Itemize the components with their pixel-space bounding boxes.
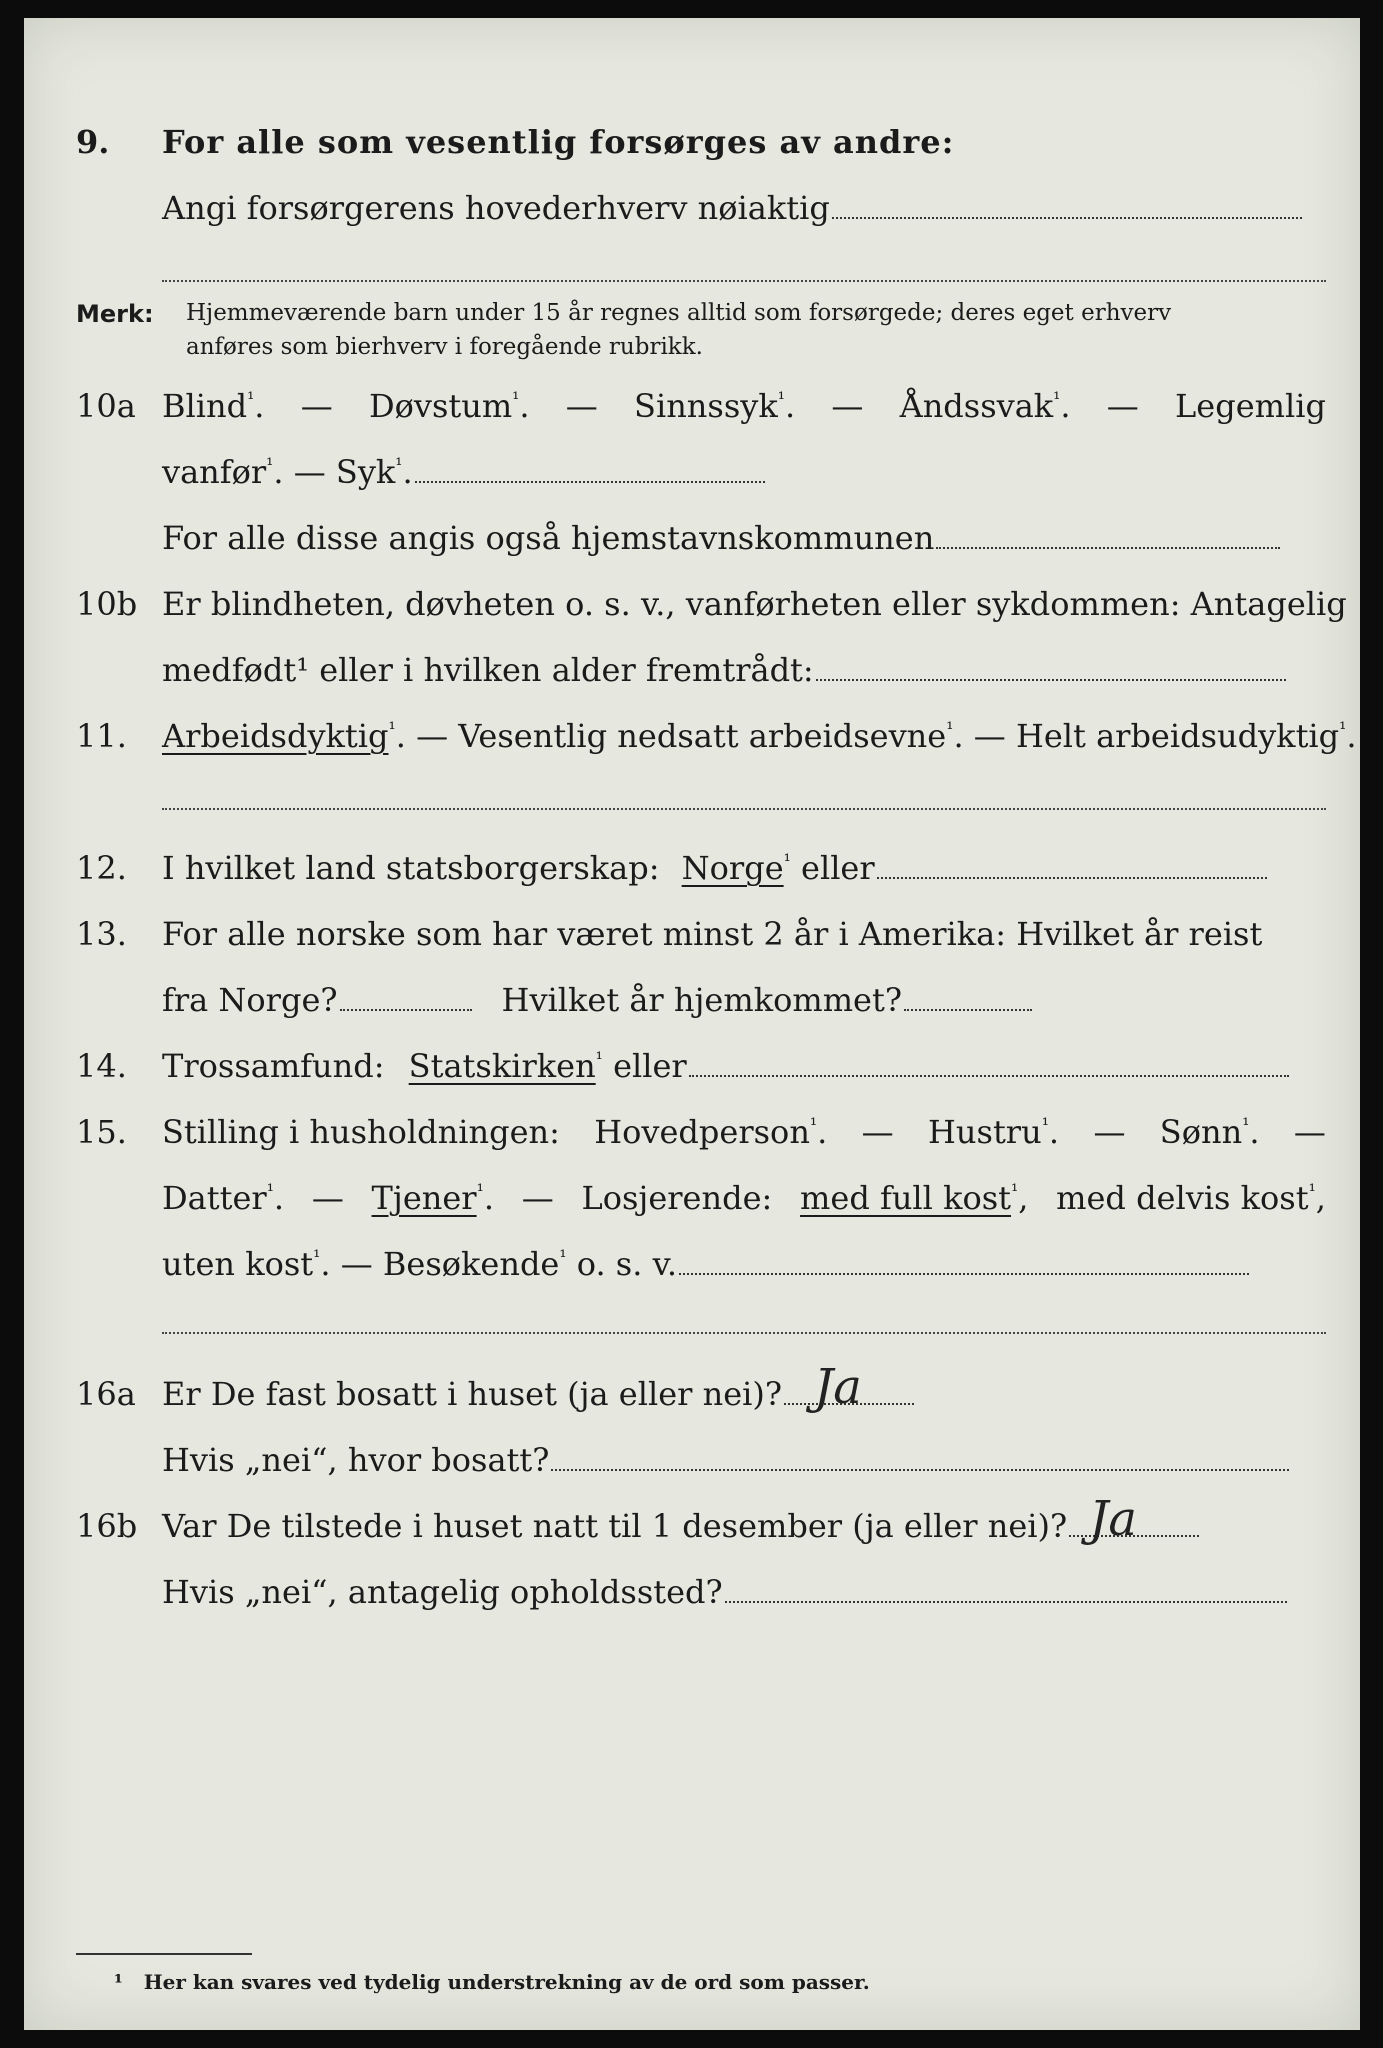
q16a-hvis-nei: Hvis „nei“, hvor bosatt? (162, 1441, 550, 1479)
q15-stilling: Stilling i husholdningen: (162, 1113, 560, 1151)
dash: — (831, 387, 864, 425)
q13-reist-line[interactable] (340, 1009, 472, 1011)
q10a-hjemstavn: For alle disse angis også hjemstavnskommunen (162, 519, 935, 557)
q10a-andssvak: Åndssvak (899, 387, 1054, 425)
q12-answer-line[interactable] (877, 877, 1267, 879)
q15-losjerende: Losjerende: (581, 1179, 773, 1217)
q15-med-delvis-kost[interactable]: med delvis kost (1056, 1179, 1309, 1217)
q16a-number: 16a (76, 1375, 136, 1413)
dash: — (521, 1179, 554, 1217)
q10a-number: 10a (76, 387, 136, 425)
q15-datter[interactable]: Datter (162, 1179, 267, 1217)
q16b-opholdssted-line[interactable] (725, 1601, 1287, 1603)
dash: — (565, 387, 598, 425)
q9-line2-text: Angi forsørgerens hovederhverv nøiaktig (162, 189, 830, 227)
q13-number: 13. (76, 915, 127, 953)
q13-line2 (162, 980, 1032, 1020)
footnote-mark: ¹ (114, 1970, 123, 1994)
merk-line2: anføres som bierhverv i foregående rubrikk. (186, 334, 703, 360)
q10a-hjemstavn-line[interactable] (936, 547, 1280, 549)
q12-number: 12. (76, 849, 127, 887)
q13-reist: fra Norge? (162, 981, 338, 1019)
q15-sonn[interactable]: Sønn (1159, 1113, 1243, 1151)
q10b-number: 10b (76, 585, 138, 623)
q10a-sinnssyk: Sinnssyk (634, 387, 778, 425)
q16b-line1 (162, 1491, 1199, 1547)
q10b-answer-line[interactable] (816, 679, 1286, 681)
q16b-line2 (162, 1572, 1287, 1612)
q16a-answer-field[interactable] (784, 1359, 914, 1415)
q11-nedsatt[interactable]: Vesentlig nedsatt arbeidsevne (458, 717, 947, 755)
q9-line2 (162, 188, 1302, 228)
dash: — (1106, 387, 1139, 425)
q10a-line3 (162, 518, 1280, 558)
q14-answer-line[interactable] (689, 1075, 1289, 1077)
q9-line1: For alle som vesentlig forsørges av andre: (162, 123, 955, 161)
merk-label: Merk: (76, 300, 154, 328)
q10b-line2-text: medfødt¹ eller i hvilken alder fremtrådt: (162, 651, 814, 689)
q11-udyktig[interactable]: Helt arbeidsudyktig (1015, 717, 1340, 755)
q16b-handwritten-answer: Ja (1089, 1491, 1138, 1547)
q13-hjemkommet-line[interactable] (904, 1009, 1032, 1011)
footnote (114, 1970, 870, 1994)
q10a-legemlig: Legemlig (1175, 387, 1326, 425)
q15-answer-line[interactable] (679, 1273, 1249, 1275)
footnote-text: Her kan svares ved tydelig understrekning av de ord som passer. (143, 1970, 870, 1994)
q15-tjener[interactable]: Tjener (371, 1179, 477, 1217)
q10b-line2 (162, 650, 1286, 690)
q16a-line1 (162, 1359, 914, 1415)
q10a-syk-line[interactable] (415, 481, 765, 483)
q14-text: Trossamfund: (162, 1047, 385, 1085)
q15-line2: Datter$^{^1}$. — Tjener$^{^1}$. — Losjerende: med full kost$^{^1}$, med delvis kost$^{^1}$, (162, 1179, 1326, 1217)
q10a-dovstum: Døvstum (368, 387, 513, 425)
q10b-line1: Er blindheten, døvheten o. s. v., vanførheten eller sykdommen: Antagelig (162, 585, 1347, 623)
q14-eller: eller (613, 1047, 687, 1085)
q15-uten-kost[interactable]: uten kost (162, 1245, 314, 1283)
q10a-blind: Blind (162, 387, 248, 425)
q16a-line2 (162, 1440, 1289, 1480)
q11-line: Arbeidsdyktig$^{^1}$. — Vesentlig nedsatt arbeidsevne$^{^1}$. — Helt arbeidsudyktig$^{^1}$. (162, 717, 1357, 755)
q13-hjemkommet: Hvilket år hjemkommet? (501, 981, 902, 1019)
q12-line: I hvilket land statsborgerskap: Norge$^{^1}$ eller (162, 848, 1267, 888)
q16b-question: Var De tilstede i huset natt til 1 desember (ja eller nei)? (162, 1507, 1068, 1545)
q9-blank-rule (162, 280, 1326, 282)
q11-blank-rule (162, 808, 1326, 810)
q10a-line1: Blind$^{^1}$. — Døvstum$^{^1}$. — Sinnssyk$^{^1}$. — Åndssvak$^{^1}$. — Legemlig (162, 387, 1326, 425)
q15-osv: o. s. v. (576, 1245, 678, 1283)
footnote-rule (76, 1953, 252, 1955)
q14-line: Trossamfund: Statskirken$^{^1}$ eller (162, 1046, 1289, 1086)
dash: — (311, 1179, 344, 1217)
q9-answer-line[interactable] (832, 217, 1302, 219)
q15-line1: Stilling i husholdningen: Hovedperson$^{^1}$. — Hustru$^{^1}$. — Sønn$^{^1}$. — (162, 1113, 1326, 1151)
q16a-question: Er De fast bosatt i huset (ja eller nei)? (162, 1375, 783, 1413)
q15-besokende[interactable]: Besøkende (382, 1245, 560, 1283)
q11-number: 11. (76, 717, 127, 755)
q15-line3: uten kost$^{^1}$. — Besøkende$^{^1}$ o. s. v. (162, 1244, 1249, 1284)
q12-eller: eller (801, 849, 875, 887)
q15-med-full-kost[interactable]: med full kost (800, 1179, 1011, 1217)
q10a-line2: vanfør$^{^1}$. — Syk$^{^1}$. (162, 452, 765, 492)
q10a-vanfor: vanfør (162, 453, 267, 491)
dash: — (861, 1113, 894, 1151)
q10a-syk: Syk (335, 453, 396, 491)
q16a-bosatt-line[interactable] (551, 1469, 1289, 1471)
q15-number: 15. (76, 1113, 127, 1151)
dash: — (300, 387, 333, 425)
dash: — (1093, 1113, 1126, 1151)
merk-line1: Hjemmeværende barn under 15 år regnes alltid som forsørgede; deres eget erhverv (186, 300, 1172, 326)
q15-blank-rule (162, 1332, 1326, 1334)
q14-statskirken[interactable]: Statskirken (408, 1047, 596, 1085)
q15-hovedperson[interactable]: Hovedperson (594, 1113, 810, 1151)
q12-text: I hvilket land statsborgerskap: (162, 849, 660, 887)
q16a-handwritten-answer: Ja (814, 1359, 862, 1415)
q12-norge[interactable]: Norge (681, 849, 784, 887)
q16b-answer-field[interactable] (1069, 1491, 1199, 1547)
census-form-page (24, 18, 1360, 2030)
q14-number: 14. (76, 1047, 127, 1085)
q16b-number: 16b (76, 1507, 138, 1545)
q11-arbeidsdyktig[interactable]: Arbeidsdyktig (162, 717, 389, 755)
q13-line1: For alle norske som har været minst 2 år i Amerika: Hvilket år reist (162, 915, 1263, 953)
q15-hustru[interactable]: Hustru (928, 1113, 1042, 1151)
dash: — (1293, 1113, 1326, 1151)
q9-number: 9. (76, 123, 110, 161)
q16b-hvis-nei: Hvis „nei“, antagelig opholdssted? (162, 1573, 723, 1611)
